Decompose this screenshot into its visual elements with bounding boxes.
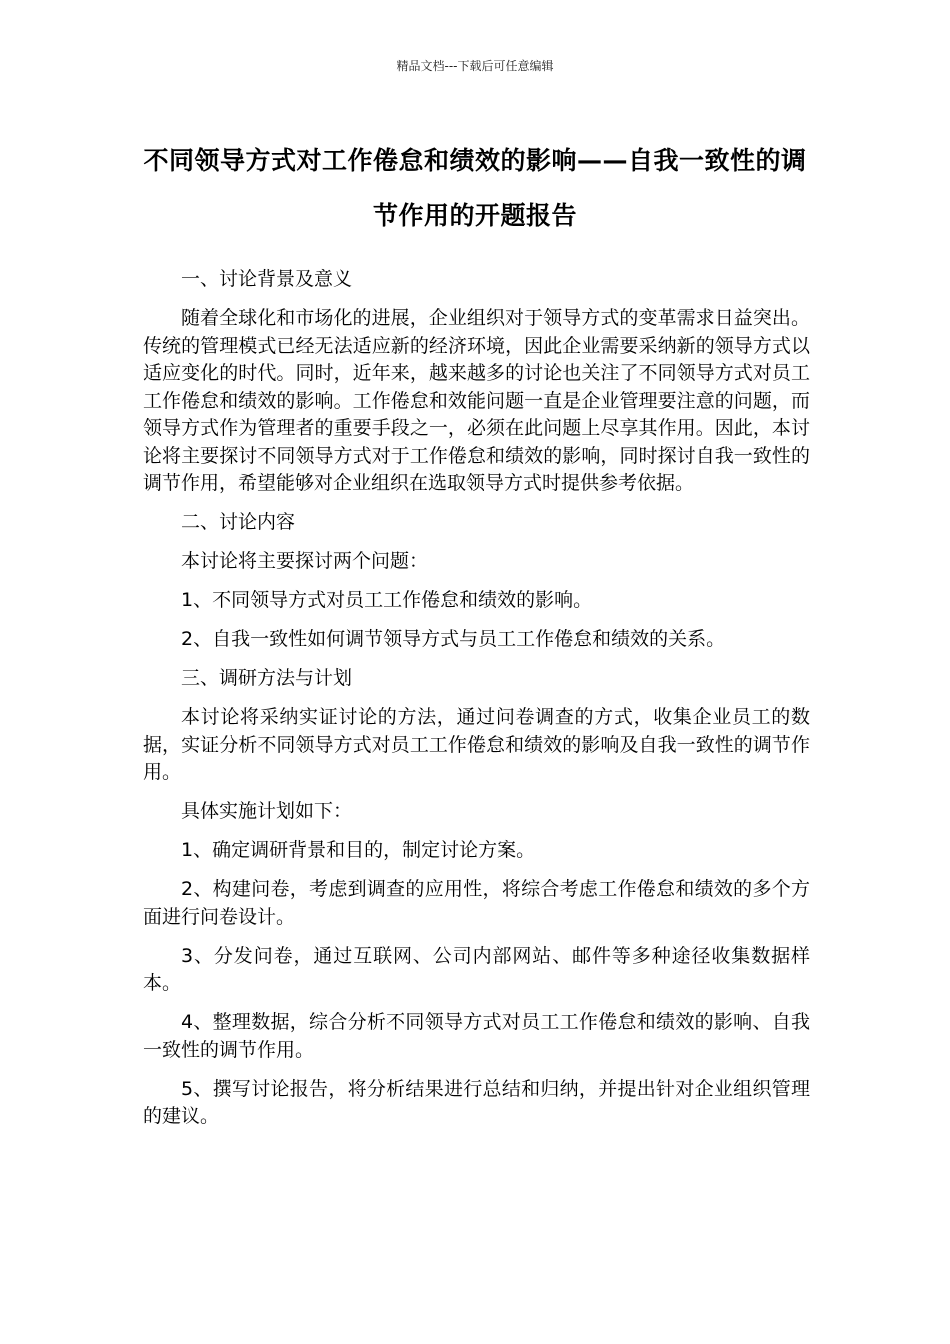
list-item-step-1: 1、确定调研背景和目的，制定讨论方案。: [181, 839, 536, 861]
list-item-question-1: 1、不同领导方式对员工工作倦怠和绩效的影响。: [181, 589, 593, 611]
paragraph-background: 随着全球化和市场化的进展，企业组织对于领导方式的变革需求日益突出。传统的管理模式已经无法适应新的经济环境，因此企业需要采纳新的领导方式以适应变化的时代。同时，近年来，越来越多的讨论也关注了不同领导方式对员工工作倦怠和绩效的影响。工作倦怠和效能问题一直是企业管理要注意的问题，而领导方式作为管理者的重要手段之一，必须在此问题上尽享其作用。因此，本讨论将主要探讨不同领导方式对于工作倦怠和绩效的影响，同时探讨自我一致性的调节作用，希望能够对企业组织在选取领导方式时提供参考依据。: [143, 307, 810, 494]
paragraph-method: 本讨论将采纳实证讨论的方法，通过问卷调查的方式，收集企业员工的数据，实证分析不同领导方式对员工工作倦怠和绩效的影响及自我一致性的调节作用。: [143, 706, 810, 783]
list-item-step-4: 4、整理数据，综合分析不同领导方式对员工工作倦怠和绩效的影响、自我一致性的调节作用。: [143, 1011, 810, 1061]
paragraph-content-intro: 本讨论将主要探讨两个问题：: [181, 550, 429, 572]
list-item-question-2: 2、自我一致性如何调节领导方式与员工工作倦怠和绩效的关系。: [181, 628, 726, 650]
header-note: 精品文档---下载后可任意编辑: [396, 59, 554, 73]
list-item-step-3: 3、分发问卷，通过互联网、公司内部网站、邮件等多种途径收集数据样本。: [143, 944, 810, 994]
list-item-step-2: 2、构建问卷，考虑到调查的应用性，将综合考虑工作倦怠和绩效的多个方面进行问卷设计。: [143, 878, 810, 928]
section-heading-background: 一、讨论背景及意义: [181, 268, 353, 290]
document-title: 不同领导方式对工作倦怠和绩效的影响——自我一致性的调节作用的开题报告: [143, 146, 807, 230]
paragraph-plan-intro: 具体实施计划如下：: [181, 800, 353, 822]
section-heading-content: 二、讨论内容: [181, 511, 296, 533]
document-body: [143, 266, 810, 1131]
section-heading-method: 三、调研方法与计划: [181, 667, 353, 689]
list-item-step-5: 5、撰写讨论报告，将分析结果进行总结和归纳，并提出针对企业组织管理的建议。: [143, 1077, 810, 1127]
